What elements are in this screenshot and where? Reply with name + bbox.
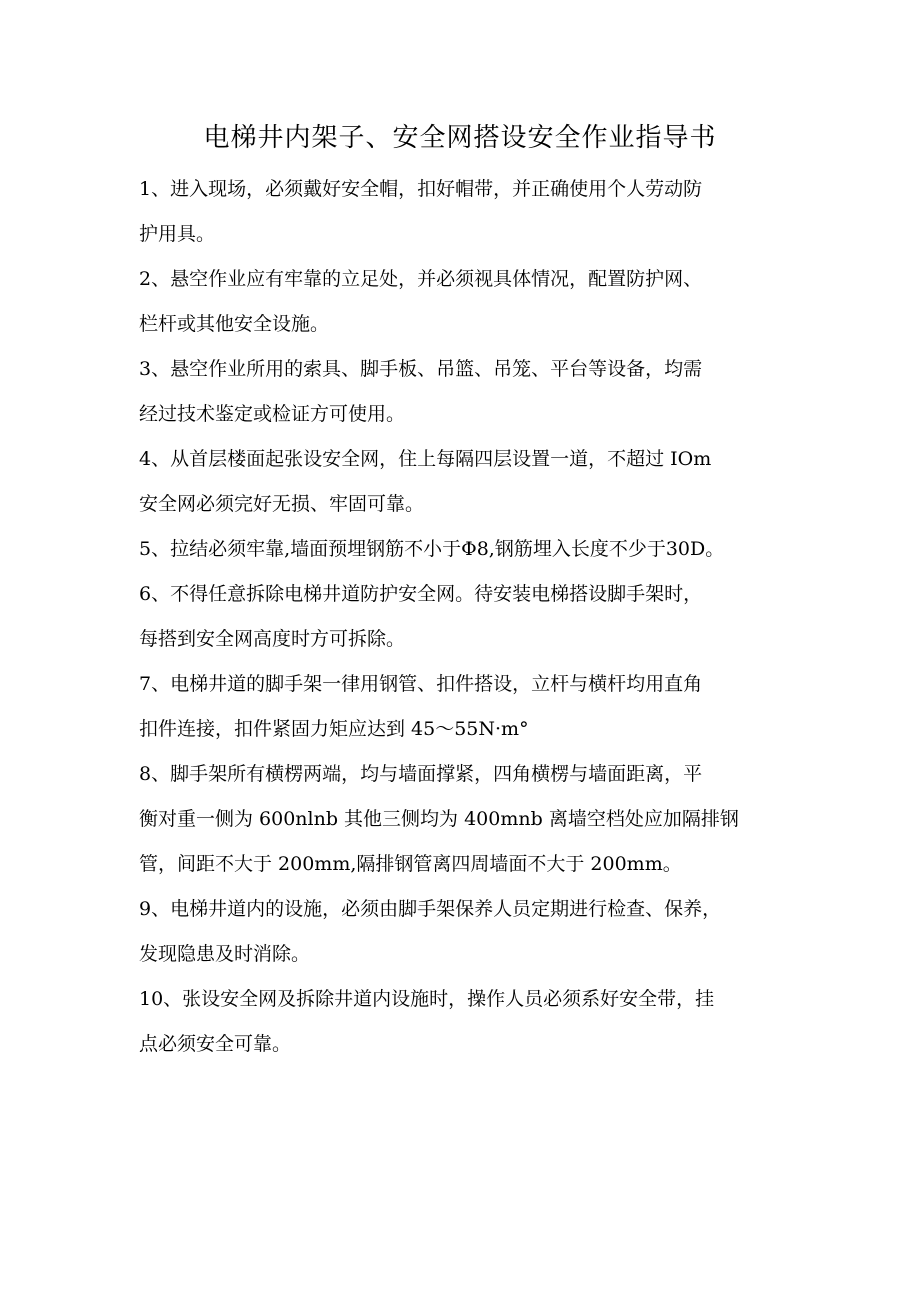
instruction-item-5 [139,527,789,572]
item-line: 3、悬空作业所用的索具、脚手板、吊篮、吊笼、平台等设备，均需 [139,358,703,380]
item-line: 每搭到安全网高度时方可拆除。 [139,628,406,650]
item-line: 衡对重一侧为 600nlnb 其他三侧均为 400mnb 离墙空档处应加隔排钢 [139,808,739,830]
item-line: 点必须安全可靠。 [139,1033,292,1055]
item-line: 管，间距不大于 200mm,隔排钢管离四周墙面不大于 200mm。 [139,853,682,875]
item-line: 5、拉结必须牢靠,墙面预埋钢筋不小于Φ8,钢筋埋入长度不少于30D。 [139,538,725,560]
instruction-item-3 [139,347,789,437]
instruction-item-10 [139,977,789,1067]
document-title: 电梯井内架子、安全网搭设安全作业指导书 [203,123,717,153]
instruction-item-6 [139,572,789,662]
instruction-item-2 [139,257,789,347]
item-line: 4、从首层楼面起张设安全网，住上每隔四层设置一道，不超过 IOm [139,448,712,470]
item-line: 安全网必须完好无损、牢固可靠。 [139,493,425,515]
instruction-item-7 [139,662,789,752]
item-line: 扣件连接，扣件紧固力矩应达到 45～55N·m° [139,718,529,740]
instruction-list [139,167,789,1067]
instruction-item-8 [139,752,789,887]
item-line: 2、悬空作业应有牢靠的立足处，并必须视具体情况，配置防护网、 [139,268,703,290]
instruction-item-9 [139,887,789,977]
instruction-item-1 [139,167,789,257]
instruction-item-4 [139,437,789,527]
item-line: 8、脚手架所有横楞两端，均与墙面撑紧，四角横楞与墙面距离，平 [139,763,703,785]
item-line: 1、进入现场，必须戴好安全帽，扣好帽带，并正确使用个人劳动防 [139,178,703,200]
item-line: 10、张设安全网及拆除井道内设施时，操作人员必须系好安全带，挂 [139,988,715,1010]
item-line: 护用具。 [139,223,216,245]
item-line: 经过技术鉴定或检证方可使用。 [139,403,406,425]
item-line: 发现隐患及时消除。 [139,943,311,965]
item-line: 6、不得任意拆除电梯井道防护安全网。待安装电梯搭设脚手架时， [139,583,703,605]
item-line: 9、电梯井道内的设施，必须由脚手架保养人员定期进行检查、保养， [139,898,722,920]
item-line: 栏杆或其他安全设施。 [139,313,330,335]
item-line: 7、电梯井道的脚手架一律用钢管、扣件搭设，立杆与横杆均用直角 [139,673,703,695]
